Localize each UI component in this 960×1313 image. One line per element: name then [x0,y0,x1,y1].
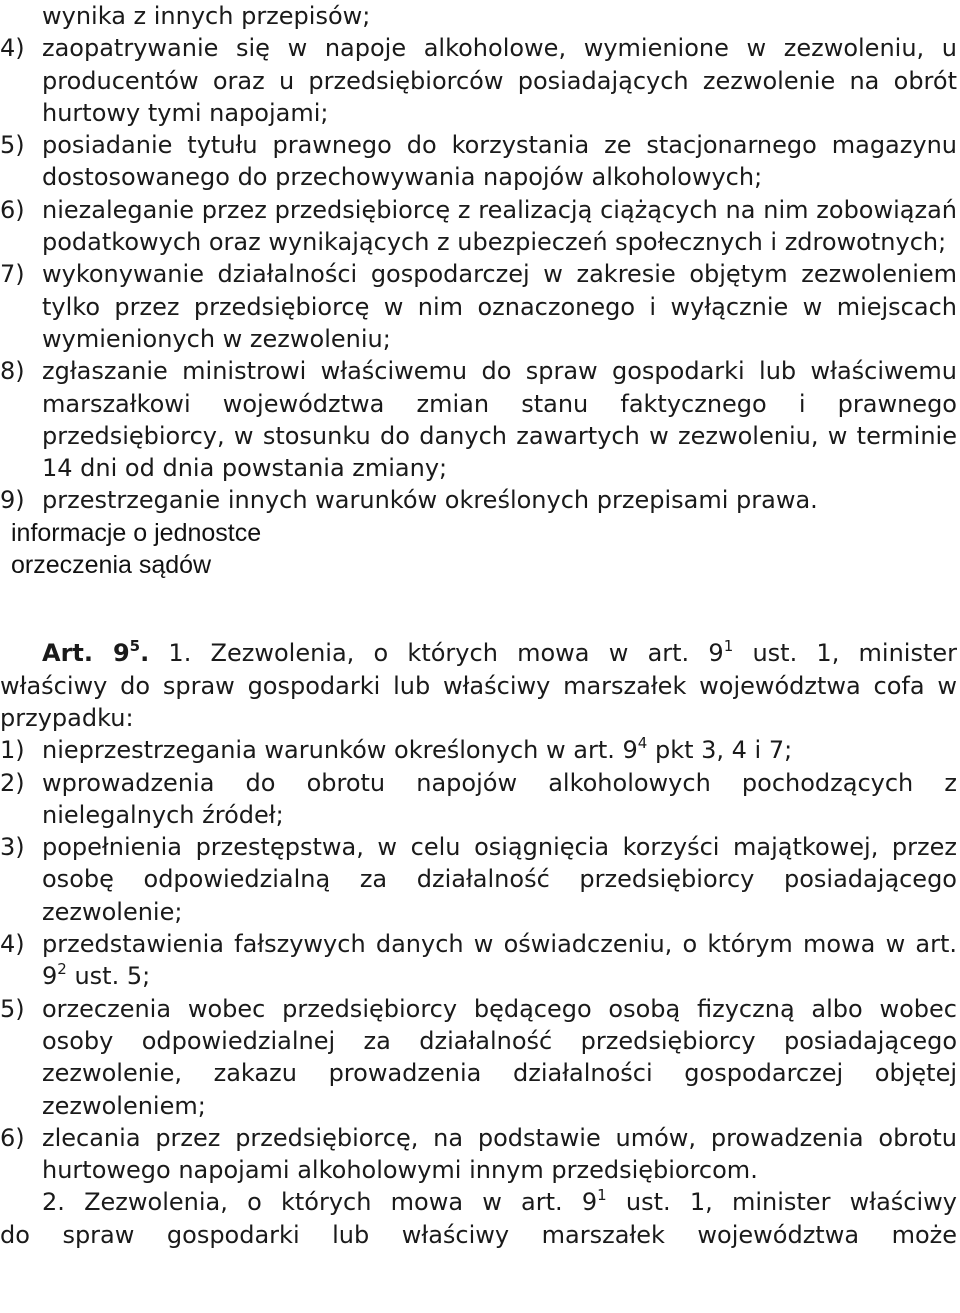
article-p1-sup: 1 [723,637,734,656]
p2-sup: 1 [597,1186,607,1205]
item-text-pre: nieprzestrzegania warunków określonych w art. 9 [42,736,638,765]
item-text: zgłaszanie ministrowi właściwemu do spraw gospodarki lub właściwemu marszałkowi województwa zmian stanu faktycznego i prawnego przedsiębiorcy, w stosunku do danych zawartych w zezwoleniu, w terminie 14 dni od dnia powstania zmiany; [42,357,957,483]
continuation-text: wynika z innych przepisów; [42,2,371,30]
info-link[interactable]: informacje o jednostce [11,518,262,547]
list-item [0,129,960,194]
item-text [42,928,960,993]
item-number: 3) [0,833,25,862]
item-text: wprowadzenia do obrotu napojów alkoholowych pochodzących z nielegalnych źródeł; [42,768,957,829]
rulings-link[interactable]: orzeczenia sądów [11,551,212,580]
article-label-sup: 5 [129,637,141,656]
article-p1-prefix: 1. Zezwolenia, o których mowa w art. 9 [149,639,724,668]
item-text [42,734,960,766]
item-number: 7) [0,260,25,289]
item-text: popełnienia przestępstwa, w celu osiągnięcia korzyści majątkowej, przez osobę odpowiedzialną za działalność przedsiębiorcy posiadającego zezwolenie; [42,833,957,926]
item-number: 6) [0,1123,25,1152]
list-item [0,355,960,484]
item-text: niezaleganie przez przedsiębiorcę z realizacją ciążących na nim zobowiązań podatkowych oraz wynikających z ubezpieczeń społecznych i zdrowotnych; [42,195,957,257]
paragraph-2-rest: do spraw gospodarki lub właściwy marszałek województwa może [0,1220,957,1249]
item-text: zaopatrywanie się w napoje alkoholowe, wymienione w zezwoleniu, u producentów oraz u przedsiębiorców posiadających zezwolenie na obrót hurtowy tymi napojami; [42,34,957,127]
item-text: posiadanie tytułu prawnego do korzystania ze stacjonarnego magazynu dostosowanego do przechowywania napojów alkoholowych; [42,131,957,192]
item-number: 9) [0,486,25,515]
item-number: 8) [0,357,25,386]
item-number: 1) [0,736,25,765]
item-number: 2) [0,768,25,797]
revocation-list [0,734,960,1186]
list-item [0,767,960,832]
list-item [0,484,960,516]
item-number: 6) [0,195,25,224]
p2-prefix: 2. Zezwolenia, o których mowa w art. 9 [42,1188,598,1217]
item-text-post: ust. 5; [66,962,151,991]
item-text: wykonywanie działalności gospodarczej w zakresie objętym zezwoleniem tylko przez przedsiębiorcę w nim oznaczonego i wyłącznie w miejscach wymienionych w zezwoleniu; [42,260,957,353]
item-text-post: pkt 3, 4 i 7; [647,736,793,765]
article-p1-after-sup: ust. 1, minister [733,639,958,668]
item-text: orzeczenia wobec przedsiębiorcy będącego osobą fizyczną albo wobec osoby odpowiedzialnej za działalność przedsiębiorcy posiadającego zezwolenie, zakazu prowadzenia działalności gospodarczej objętej zezwoleniem; [42,994,957,1120]
article-p1-rest: właściwy do spraw gospodarki lub właściwy marszałek województwa cofa w przypadku: [0,671,957,732]
item-text: zlecania przez przedsiębiorcę, na podstawie umów, prowadzenia obrotu hurtowego napojami alkoholowymi innym przedsiębiorcom. [42,1123,957,1185]
item-number: 4) [0,930,25,959]
article-label-text: Art. 9 [42,639,130,668]
item-text: przestrzeganie innych warunków określonych przepisami prawa. [42,486,818,515]
list-item [0,1122,960,1187]
item-number: 4) [0,34,25,63]
requirements-list [0,32,960,516]
list-item [0,831,960,928]
item-number: 5) [0,131,25,160]
item-text-sup: 4 [637,734,648,753]
item-text-pre: przedstawienia fałszywych danych w oświadczeniu, o którym mowa w art. 9 [42,930,957,991]
p2-after-sup: ust. 1, minister właściwy [606,1188,957,1217]
list-item [0,258,960,355]
item-text-sup: 2 [57,960,67,979]
article-label-dot: . [140,639,150,668]
paragraph-2-first-line [0,1186,960,1218]
list-item [0,734,960,766]
list-item [0,194,960,259]
article-heading-line [0,637,960,669]
article-label [42,639,149,667]
list-item [0,993,960,1122]
item-number: 5) [0,994,25,1023]
list-item [0,32,960,129]
list-item [0,928,960,993]
